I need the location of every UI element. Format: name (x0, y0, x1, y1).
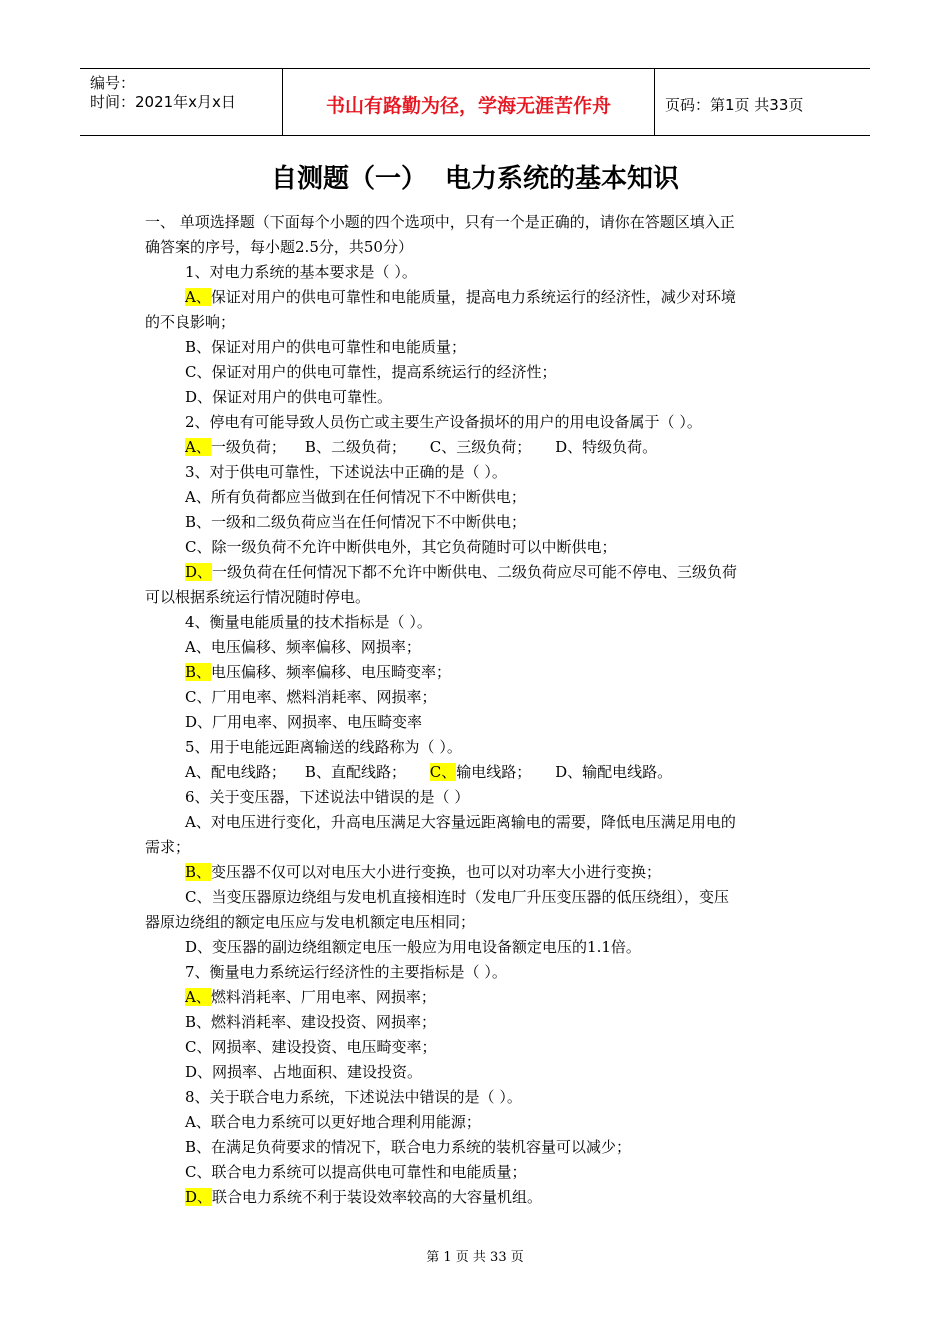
q6-option-c: C、当变压器原边绕组与发电机直接相连时（发电厂升压变压器的低压绕组），变压 (185, 888, 729, 906)
q8-stem: 8、关于联合电力系统，下述说法中错误的是（ ）。 (185, 1088, 522, 1106)
q4-option-a: A、电压偏移、频率偏移、网损率； (185, 638, 421, 656)
q3-option-b: B、一级和二级负荷应当在任何情况下不中断供电； (185, 513, 527, 531)
q4-option-b: B、电压偏移、频率偏移、电压畸变率； (185, 663, 452, 681)
q6-option-c-cont: 器原边绕组的额定电压应与发电机额定电压相同； (145, 913, 476, 931)
answer-highlight: B、 (185, 663, 212, 681)
q7-stem: 7、衡量电力系统运行经济性的主要指标是（ ）。 (185, 963, 507, 981)
q7-option-a: A、燃料消耗率、厂用电率、网损率； (185, 988, 436, 1006)
document-header (80, 68, 870, 136)
q8-option-a: A、联合电力系统可以更好地合理利用能源； (185, 1113, 481, 1131)
q7-option-d: D、网损率、占地面积、建设投资。 (185, 1063, 423, 1081)
q3-option-a: A、所有负荷都应当做到在任何情况下不中断供电； (185, 488, 526, 506)
number-label: 编号： (90, 74, 136, 92)
q1-option-a: A、保证对用户的供电可靠性和电能质量，提高电力系统运行的经济性，减少对环境 (185, 288, 736, 306)
q1-option-d: D、保证对用户的供电可靠性。 (185, 388, 393, 406)
q5-options: A、配电线路； B、直配线路； C、输电线路； D、输配电线路。 (185, 763, 673, 781)
answer-highlight: A、 (185, 438, 211, 456)
answer-highlight: C、 (429, 763, 457, 781)
page-title: 自测题（一） 电力系统的基本知识 (270, 164, 680, 194)
q2-options: A、一级负荷； B、二级负荷； C、三级负荷； D、特级负荷。 (185, 438, 658, 456)
q3-stem: 3、对于供电可靠性，下述说法中正确的是（ ）。 (185, 463, 507, 481)
q6-option-d: D、变压器的副边绕组额定电压一般应为用电设备额定电压的1.1倍。 (185, 938, 641, 956)
header-motto-cell (283, 69, 655, 135)
time-label: 时间：2021年x月x日 (90, 93, 236, 111)
q7-option-c: C、网损率、建设投资、电压畸变率； (185, 1038, 437, 1056)
q6-option-b: B、变压器不仅可以对电压大小进行变换，也可以对功率大小进行变换； (185, 863, 662, 881)
q1-option-a-cont: 的不良影响； (145, 313, 236, 331)
q4-option-d: D、厂用电率、网损率、电压畸变率 (185, 713, 423, 731)
header-page-cell (655, 69, 870, 135)
q6-stem: 6、关于变压器，下述说法中错误的是（ ） (185, 788, 470, 806)
answer-highlight: A、 (185, 288, 211, 306)
answer-highlight: D、 (185, 563, 213, 581)
answer-highlight: B、 (185, 863, 212, 881)
section-heading-cont: 确答案的序号，每小题2.5分，共50分） (145, 238, 413, 256)
q6-option-a: A、对电压进行变化，升高电压满足大容量远距离输电的需要，降低电压满足用电的 (185, 813, 736, 831)
q3-option-d-cont: 可以根据系统运行情况随时停电。 (145, 588, 371, 606)
q4-option-c: C、厂用电率、燃料消耗率、网损率； (185, 688, 437, 706)
header-meta-cell (80, 69, 283, 135)
page-footer: 第 1 页 共 33 页 (426, 1250, 524, 1265)
q8-option-c: C、联合电力系统可以提高供电可靠性和电能质量； (185, 1163, 527, 1181)
q1-option-c: C、保证对用户的供电可靠性，提高系统运行的经济性； (185, 363, 557, 381)
document-body (145, 210, 810, 1210)
q1-stem: 1、对电力系统的基本要求是（ ）。 (185, 263, 417, 281)
motto: 书山有路勤为径，学海无涯苦作舟 (325, 95, 611, 117)
q8-option-d: D、联合电力系统不利于装设效率较高的大容量机组。 (185, 1188, 543, 1206)
q6-option-a-cont: 需求； (145, 838, 191, 856)
q1-option-b: B、保证对用户的供电可靠性和电能质量； (185, 338, 467, 356)
page-info: 页码：第1页 共33页 (665, 96, 804, 114)
section-heading: 一、 单项选择题（下面每个小题的四个选项中，只有一个是正确的，请你在答题区填入正 (145, 213, 735, 231)
q3-option-d: D、一级负荷在任何情况下都不允许中断供电、二级负荷应尽可能不停电、三级负荷 (185, 563, 738, 581)
q4-stem: 4、衡量电能质量的技术指标是（ ）。 (185, 613, 432, 631)
answer-highlight: A、 (185, 988, 211, 1006)
answer-highlight: D、 (185, 1188, 213, 1206)
q3-option-c: C、除一级负荷不允许中断供电外，其它负荷随时可以中断供电； (185, 538, 617, 556)
q7-option-b: B、燃料消耗率、建设投资、网损率； (185, 1013, 437, 1031)
q5-stem: 5、用于电能远距离输送的线路称为（ ）。 (185, 738, 462, 756)
q8-option-b: B、在满足负荷要求的情况下，联合电力系统的装机容量可以减少； (185, 1138, 632, 1156)
q2-stem: 2、停电有可能导致人员伤亡或主要生产设备损坏的用户的用电设备属于（ ）。 (185, 413, 702, 431)
